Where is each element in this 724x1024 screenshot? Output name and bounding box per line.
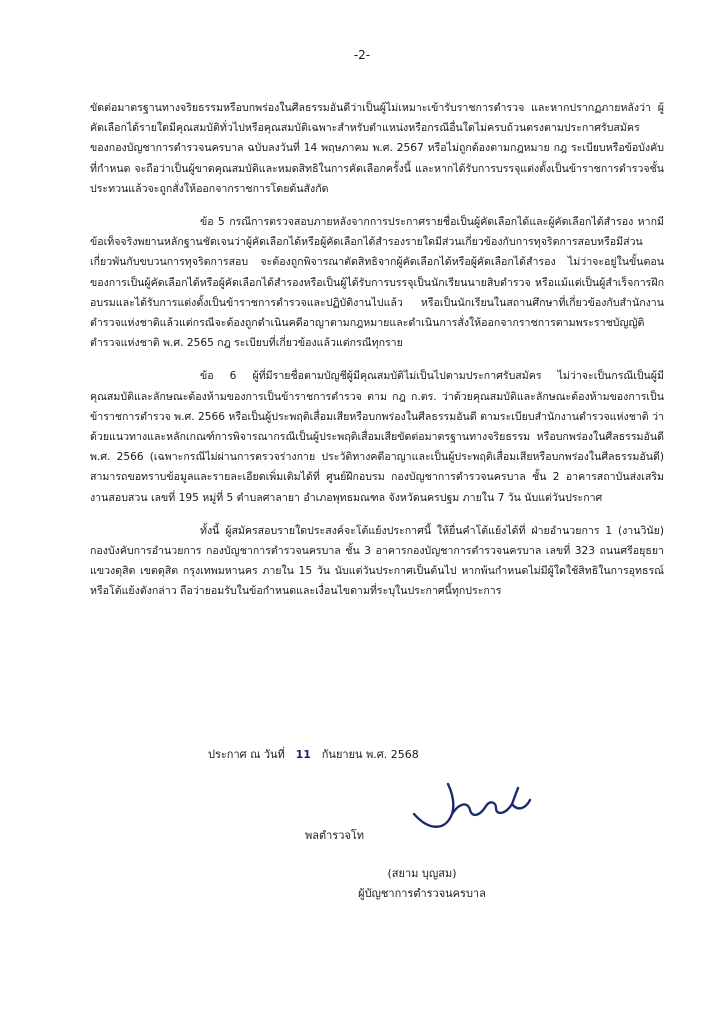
signatory-rank: พลตำรวจโท	[305, 829, 365, 842]
date-suffix: กันยายน พ.ศ. 2568	[321, 748, 419, 761]
handwritten-signature	[400, 778, 550, 838]
paragraph-objection: ทั้งนี้ ผู้สมัครสอบรายใดประสงค์จะโต้แย้งประกาศนี้ ให้ยื่นคำโต้แย้งได้ที่ ฝ่ายอำนวยการ 1 (งานวินัย) กองบังคับการอำนวยการ กองบัญชาการตำรวจนครบาล ชั้น 3 อาคารกองบัญชาการตำรวจนครบาล เลขที่ 323 ถนนศรีอยุธยา แขวงดุสิต เขตดุสิต กรุงเทพมหานคร ภายใน 15 วัน นับแต่วันประกาศเป็นต้นไป หากพ้นกำหนดไม่มีผู้ใดใช้สิทธิในการอุทธรณ์หรือโต้แย้งดังกล่าว ถือว่ายอมรับในข้อกำหนดและเงื่อนไขตามที่ระบุในประกาศนี้ทุกประการ	[90, 524, 664, 598]
announcement-date	[208, 745, 419, 763]
paragraph-clause-6: ข้อ 6 ผู้ที่มีรายชื่อตามบัญชีผู้มีคุณสมบัติไม่เป็นไปตามประกาศรับสมัคร ไม่ว่าจะเป็นกรณีเป็นผู้มีคุณสมบัติและลักษณะต้องห้ามของการเป็นข้าราชการตำรวจ ตาม กฎ ก.ตร. ว่าด้วยคุณสมบัติและลักษณะต้องห้ามของการเป็นข้าราชการตำรวจ พ.ศ. 2566 หรือเป็นผู้ประพฤติเสื่อมเสียหรือบกพร่องในศีลธรรมอันดี ตามระเบียบสำนักงานตำรวจแห่งชาติ ว่าด้วยแนวทางและหลักเกณฑ์การพิจารณากรณีเป็นผู้ประพฤติเสื่อมเสียขัดต่อมาตรฐานทางจริยธรรม หรือบกพร่องในศีลธรรมอันดี พ.ศ. 2566 (เฉพาะกรณีไม่ผ่านการตรวจร่างกาย ประวัติทางคดีอาญาและเป็นผู้ประพฤติเสื่อมเสียหรือบกพร่องในศีลธรรมอันดี) สามารถขอทราบข้อมูลและรายละเอียดเพิ่มเติมได้ที่ ศูนย์ฝึกอบรม กองบัญชาการตำรวจนครบาล ชั้น 2 อาคารสถาบันส่งเสริมงานสอบสวน เลขที่ 195 หมู่ที่ 5 ตำบลศาลายา อำเภอพุทธมณฑล จังหวัดนครปฐม ภายใน 7 วัน นับแต่วันประกาศ	[90, 370, 664, 504]
paragraph-clause-5: ข้อ 5 กรณีการตรวจสอบภายหลังจากการประกาศรายชื่อเป็นผู้คัดเลือกได้และผู้คัดเลือกได้สำรอง หากมีข้อเท็จจริงพยานหลักฐานชัดเจนว่าผู้คัดเลือกได้หรือผู้คัดเลือกได้สำรองรายใดมีส่วนเกี่ยวข้องกับการทุจริตการสอบหรือมีส่วนเกี่ยวพันกับขบวนการทุจริตการสอบ จะต้องถูกพิจารณาตัดสิทธิจากผู้คัดเลือกได้หรือผู้คัดเลือกได้สำรอง ไม่ว่าจะอยู่ในขั้นตอนของการเป็นผู้คัดเลือกได้หรือผู้คัดเลือกได้สำรองหรือเป็นผู้ได้รับการบรรจุเป็นนักเรียนนายสิบตำรวจ หรือแม้แต่เป็นผู้สำเร็จการฝึกอบรมและได้รับการแต่งตั้งเป็นข้าราชการตำรวจและปฏิบัติงานไปแล้ว หรือเป็นนักเรียนในสถานศึกษาที่เกี่ยวข้องกับสำนักงานตำรวจแห่งชาติแล้วแต่กรณีจะต้องถูกดำเนินคดีอาญาตามกฎหมายและดำเนินการสั่งให้ออกจากราชการตามพระราชบัญญัติตำรวจแห่งชาติ พ.ศ. 2565 กฎ ระเบียบที่เกี่ยวข้องแล้วแต่กรณีทุกราย	[90, 216, 664, 350]
date-day: 11	[295, 748, 311, 761]
signatory-name: (สยาม บุญสม)	[387, 867, 457, 880]
paragraph-continuation: ขัดต่อมาตรฐานทางจริยธรรมหรือบกพร่องในศีลธรรมอันดีว่าเป็นผู้ไม่เหมาะเข้ารับราชการตำรวจ และหากปรากฏภายหลังว่า ผู้คัดเลือกได้รายใดมีคุณสมบัติทั่วไปหรือคุณสมบัติเฉพาะสำหรับตำแหน่งหรือกรณีอื่นใดไม่ครบถ้วนตรงตามประกาศรับสมัครของกองบัญชาการตำรวจนครบาล ฉบับลงวันที่ 14 พฤษภาคม พ.ศ. 2567 หรือไม่ถูกต้องตามกฎหมาย กฎ ระเบียบหรือข้อบังคับที่กำหนด จะถือว่าเป็นผู้ขาดคุณสมบัติและหมดสิทธิในการคัดเลือกครั้งนี้ และหากได้รับการบรรจุแต่งตั้งเป็นข้าราชการตำรวจชั้นประทวนแล้วจะถูกสั่งให้ออกจากราชการโดยต้นสังกัด	[90, 102, 664, 195]
announcement-body	[90, 98, 664, 615]
signatory-title: ผู้บัญชาการตำรวจนครบาล	[358, 887, 486, 900]
date-prefix: ประกาศ ณ วันที่	[208, 748, 285, 761]
page-number: -2-	[353, 48, 371, 62]
